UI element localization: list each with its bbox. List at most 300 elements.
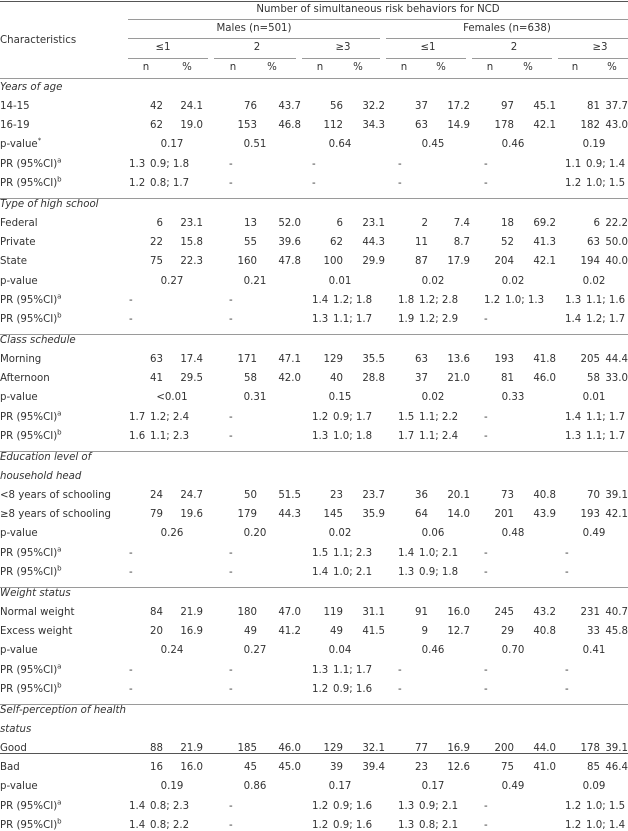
- pr-label: PR $(95\%CI)^b$: [0, 311, 62, 325]
- data-cell-n: 112: [323, 120, 343, 132]
- pr-value: -: [484, 158, 488, 170]
- p-value: 0.17: [421, 781, 445, 793]
- pr-ci: 1.0; 1.8: [333, 430, 373, 442]
- data-cell-n: 52: [501, 237, 514, 249]
- pr-value: 1.4: [129, 800, 146, 812]
- p-value-label: p-value: [0, 645, 38, 657]
- p-value-label: p-value: [0, 781, 38, 793]
- data-cell-n: 18: [501, 218, 514, 230]
- pr-value: -: [229, 411, 233, 423]
- group-rule: [128, 58, 208, 59]
- pr-label: PR $(95\%CI)^a$: [0, 409, 62, 423]
- p-value: 0.24: [160, 645, 184, 657]
- pr-value: -: [484, 819, 488, 831]
- pr-ci: 1.1; 2.2: [419, 411, 459, 423]
- data-cell-n: 178: [494, 120, 514, 132]
- data-cell-pct: 37.7: [605, 101, 628, 113]
- data-cell-n: 45: [244, 762, 257, 774]
- data-cell-n: 85: [587, 762, 600, 774]
- data-cell-n: 84: [150, 607, 163, 619]
- footnote-marker: a: [57, 292, 62, 301]
- data-cell-pct: 43.2: [533, 607, 556, 619]
- data-cell-n: 56: [330, 101, 343, 113]
- pr-ci: 0.9; 1.8: [419, 566, 459, 578]
- section-title: Education level of: [0, 451, 92, 463]
- header-bottom-rule: [0, 78, 628, 79]
- data-cell-pct: 16.9: [447, 743, 470, 755]
- pr-value: -: [129, 547, 133, 559]
- data-cell-n: 63: [587, 237, 600, 249]
- row-label: Good: [0, 743, 27, 755]
- pr-ci: 1.2; 2.4: [150, 411, 190, 423]
- pr-ci: 1.0; 1.5: [586, 800, 626, 812]
- data-cell-n: 6: [336, 218, 343, 230]
- pr-ci: 0.9; 1.8: [150, 158, 190, 170]
- p-value: 0.46: [421, 645, 445, 657]
- row-label: 14-15: [0, 101, 30, 113]
- pr-value: 1.3: [565, 294, 582, 306]
- percent-header: %: [607, 62, 617, 73]
- pr-value: -: [229, 294, 233, 306]
- data-cell-pct: 39.4: [362, 762, 385, 774]
- pr-ci: 0.9; 1.6: [333, 683, 373, 695]
- data-cell-pct: 41.5: [362, 626, 385, 638]
- data-cell-pct: 24.1: [180, 101, 203, 113]
- p-value: 0.02: [421, 275, 445, 287]
- pr-value: -: [229, 177, 233, 189]
- pr-value: 1.4: [565, 411, 582, 423]
- pr-ci: 1.1; 1.7: [586, 411, 626, 423]
- row-label: Federal: [0, 218, 38, 230]
- p-value: 0.01: [328, 275, 352, 287]
- data-cell-pct: 34.3: [362, 120, 385, 132]
- data-cell-pct: 44.4: [605, 354, 628, 366]
- pr-label: PR $(95\%CI)^b$: [0, 564, 62, 578]
- data-cell-n: 37: [415, 373, 428, 385]
- data-cell-n: 63: [415, 354, 428, 366]
- data-cell-n: 62: [150, 120, 163, 132]
- data-cell-n: 193: [580, 509, 600, 521]
- data-cell-n: 182: [580, 120, 600, 132]
- pr-value: 1.4: [398, 547, 415, 559]
- pr-value: -: [229, 547, 233, 559]
- pr-label: PR $(95\%CI)^b$: [0, 175, 62, 189]
- data-cell-pct: 23.1: [362, 218, 385, 230]
- p-value: 0.46: [501, 139, 525, 151]
- group-header: 2: [510, 42, 518, 53]
- group-rule: [472, 58, 552, 59]
- data-cell-n: 39: [330, 762, 343, 774]
- section-title: Years of age: [0, 82, 63, 93]
- pr-value: -: [312, 158, 316, 170]
- data-cell-pct: 51.5: [278, 490, 301, 502]
- footnote-marker: a: [57, 545, 62, 554]
- row-label: Afternoon: [0, 373, 50, 385]
- data-cell-n: 2: [421, 218, 428, 230]
- data-cell-n: 153: [237, 120, 257, 132]
- pr-value: 1.2: [565, 800, 582, 812]
- pr-value: 1.2: [312, 800, 329, 812]
- data-cell-n: 11: [415, 237, 428, 249]
- data-cell-n: 97: [501, 101, 514, 113]
- data-cell-n: 119: [323, 607, 343, 619]
- footnote-marker: b: [57, 564, 62, 573]
- pr-value: -: [129, 313, 133, 325]
- pr-label: PR $(95\%CI)^a$: [0, 156, 62, 170]
- section-rule: [0, 334, 628, 335]
- row-label: ≥8 years of schooling: [0, 509, 112, 521]
- pr-ci: 1.2; 1.7: [586, 313, 626, 325]
- data-cell-n: 63: [415, 120, 428, 132]
- pr-value: -: [484, 566, 488, 578]
- data-cell-n: 81: [501, 373, 514, 385]
- pr-value: -: [484, 177, 488, 189]
- pr-ci: 1.0; 1.4: [586, 819, 626, 831]
- pr-value: 1.4: [312, 566, 329, 578]
- p-value: 0.26: [160, 528, 184, 540]
- data-cell-pct: 35.5: [362, 354, 385, 366]
- data-cell-n: 129: [323, 354, 343, 366]
- data-cell-pct: 29.5: [180, 373, 203, 385]
- data-cell-pct: 42.1: [533, 120, 556, 132]
- p-value: 0.02: [582, 275, 606, 287]
- data-cell-n: 160: [237, 256, 257, 268]
- pr-value: 1.2: [312, 683, 329, 695]
- pr-value: 1.2: [312, 819, 329, 831]
- data-cell-n: 129: [323, 743, 343, 755]
- p-value: 0.49: [582, 528, 606, 540]
- pr-value: -: [229, 313, 233, 325]
- pr-value: -: [398, 158, 402, 170]
- data-cell-n: 16: [150, 762, 163, 774]
- row-label: <8 years of schooling: [0, 490, 112, 502]
- data-cell-pct: 44.3: [278, 509, 301, 521]
- pr-value: 1.2: [565, 177, 582, 189]
- pr-ci: 1.1; 1.6: [586, 294, 626, 306]
- data-cell-pct: 40.8: [533, 490, 556, 502]
- pr-value: 1.1: [565, 158, 582, 170]
- p-value: 0.51: [243, 139, 267, 151]
- group-header: ≤1: [420, 42, 436, 53]
- p-value: 0.27: [160, 275, 184, 287]
- percent-header: %: [436, 62, 446, 73]
- pr-value: 1.3: [398, 800, 415, 812]
- footnote-marker: b: [57, 175, 62, 184]
- data-cell-pct: 40.8: [533, 626, 556, 638]
- data-cell-pct: 12.6: [447, 762, 470, 774]
- data-cell-pct: 47.1: [278, 354, 301, 366]
- data-cell-pct: 23.1: [180, 218, 203, 230]
- p-value: 0.02: [421, 392, 445, 404]
- pr-value: 1.3: [129, 158, 146, 170]
- data-cell-n: 9: [421, 626, 428, 638]
- pr-value: -: [229, 664, 233, 676]
- data-cell-pct: 35.9: [362, 509, 385, 521]
- p-value: 0.64: [328, 139, 352, 151]
- p-value: 0.09: [582, 781, 606, 793]
- group-header: ≥3: [592, 42, 608, 53]
- p-value: 0.21: [243, 275, 267, 287]
- pr-ci: 1.1; 2.4: [419, 430, 459, 442]
- n-header: n: [400, 62, 408, 73]
- data-cell-pct: 69.2: [533, 218, 556, 230]
- p-value: 0.02: [328, 528, 352, 540]
- data-cell-pct: 14.0: [447, 509, 470, 521]
- footnote-marker: b: [57, 311, 62, 320]
- pr-label: PR $(95\%CI)^a$: [0, 545, 62, 559]
- group-rule: [302, 58, 380, 59]
- pr-ci: 0.8; 2.1: [419, 819, 459, 831]
- data-cell-pct: 16.0: [180, 762, 203, 774]
- p-value: 0.01: [582, 392, 606, 404]
- data-cell-n: 13: [244, 218, 257, 230]
- pr-value: -: [129, 664, 133, 676]
- data-cell-pct: 21.9: [180, 607, 203, 619]
- pr-value: 1.4: [129, 819, 146, 831]
- data-cell-n: 64: [415, 509, 428, 521]
- data-cell-pct: 50.0: [605, 237, 628, 249]
- p-value: 0.02: [501, 275, 525, 287]
- data-cell-pct: 15.8: [180, 237, 203, 249]
- pr-ci: 1.0; 2.1: [333, 566, 373, 578]
- data-cell-pct: 42.0: [278, 373, 301, 385]
- data-cell-pct: 20.1: [447, 490, 470, 502]
- data-cell-pct: 32.2: [362, 101, 385, 113]
- pr-ci: 0.9; 1.4: [586, 158, 626, 170]
- data-cell-pct: 46.0: [533, 373, 556, 385]
- n-header: n: [229, 62, 237, 73]
- data-cell-n: 81: [587, 101, 600, 113]
- pr-ci: 1.1; 1.7: [333, 664, 373, 676]
- data-cell-pct: 47.8: [278, 256, 301, 268]
- data-cell-pct: 19.0: [180, 120, 203, 132]
- p-value: 0.45: [421, 139, 445, 151]
- pr-value: 1.3: [312, 430, 329, 442]
- pr-value: 1.3: [398, 566, 415, 578]
- p-value: 0.04: [328, 645, 352, 657]
- data-cell-pct: 7.4: [453, 218, 470, 230]
- data-cell-pct: 17.2: [447, 101, 470, 113]
- data-cell-n: 185: [237, 743, 257, 755]
- data-cell-n: 200: [494, 743, 514, 755]
- pr-ci: 1.2; 2.8: [419, 294, 459, 306]
- pr-value: -: [565, 566, 569, 578]
- pr-ci: 0.9; 2.1: [419, 800, 459, 812]
- p-value: <0.01: [156, 392, 188, 404]
- p-value: 0.27: [243, 645, 267, 657]
- pr-value: 1.3: [312, 313, 329, 325]
- pr-value: 1.7: [398, 430, 415, 442]
- data-cell-n: 58: [244, 373, 257, 385]
- n-header: n: [571, 62, 579, 73]
- pr-value: 1.8: [398, 294, 415, 306]
- pr-ci: 1.0; 1.3: [505, 294, 545, 306]
- pr-value: -: [484, 313, 488, 325]
- pr-value: 1.9: [398, 313, 415, 325]
- data-cell-pct: 44.0: [533, 743, 556, 755]
- data-cell-pct: 45.0: [278, 762, 301, 774]
- section-title: Class schedule: [0, 334, 76, 346]
- data-cell-n: 23: [330, 490, 343, 502]
- section-title: status: [0, 723, 32, 735]
- percent-header: %: [182, 62, 192, 73]
- data-cell-pct: 42.1: [533, 256, 556, 268]
- section-title: Weight status: [0, 587, 71, 599]
- p-value: 0.49: [501, 781, 525, 793]
- header-males-rule: [128, 38, 380, 39]
- data-cell-pct: 29.9: [362, 256, 385, 268]
- row-label: Morning: [0, 354, 42, 366]
- pr-value: 1.3: [312, 664, 329, 676]
- header-title: Number of simultaneous risk behaviors for NCD: [256, 4, 500, 15]
- data-cell-pct: 41.2: [278, 626, 301, 638]
- pr-value: -: [565, 683, 569, 695]
- data-cell-pct: 17.9: [447, 256, 470, 268]
- data-cell-n: 180: [237, 607, 257, 619]
- data-cell-pct: 22.3: [180, 256, 203, 268]
- pr-value: 1.5: [312, 547, 329, 559]
- pr-label: PR $(95\%CI)^a$: [0, 292, 62, 306]
- pr-value: -: [129, 566, 133, 578]
- table-top-rule: [0, 1, 628, 2]
- pr-value: 1.5: [398, 411, 415, 423]
- data-cell-pct: 39.1: [605, 743, 628, 755]
- p-value-label: p-value: [0, 392, 38, 404]
- data-cell-pct: 17.4: [180, 354, 203, 366]
- data-cell-pct: 21.0: [447, 373, 470, 385]
- pr-ci: 1.2; 2.9: [419, 313, 459, 325]
- pr-value: -: [398, 177, 402, 189]
- footnote-marker: b: [57, 681, 62, 690]
- header-females: Females (n=638): [463, 23, 551, 34]
- data-cell-pct: 42.1: [605, 509, 628, 521]
- data-cell-n: 100: [323, 256, 343, 268]
- data-cell-n: 58: [587, 373, 600, 385]
- data-cell-n: 29: [501, 626, 514, 638]
- n-header: n: [316, 62, 324, 73]
- data-cell-pct: 8.7: [453, 237, 470, 249]
- section-title: household head: [0, 471, 82, 482]
- p-value: 0.48: [501, 528, 525, 540]
- pr-label: PR $(95\%CI)^b$: [0, 681, 62, 695]
- data-cell-n: 201: [494, 509, 514, 521]
- p-value: 0.31: [243, 392, 267, 404]
- pr-value: -: [229, 800, 233, 812]
- data-cell-n: 37: [415, 101, 428, 113]
- data-cell-pct: 46.4: [605, 762, 628, 774]
- pr-value: 1.4: [565, 313, 582, 325]
- pr-ci: 0.8; 2.2: [150, 819, 190, 831]
- footnote-marker: a: [57, 409, 62, 418]
- p-value: 0.86: [243, 781, 267, 793]
- data-cell-n: 41: [150, 373, 163, 385]
- pr-value: -: [129, 294, 133, 306]
- p-value: 0.15: [328, 392, 352, 404]
- data-cell-n: 70: [587, 490, 600, 502]
- pr-value: -: [484, 430, 488, 442]
- header-females-rule: [386, 38, 628, 39]
- data-cell-n: 145: [323, 509, 343, 521]
- data-cell-pct: 43.0: [605, 120, 628, 132]
- data-cell-n: 91: [415, 607, 428, 619]
- data-cell-n: 75: [150, 256, 163, 268]
- data-cell-n: 50: [244, 490, 257, 502]
- p-value: 0.06: [421, 528, 445, 540]
- table-bottom-rule: [0, 753, 628, 754]
- data-cell-pct: 43.7: [278, 101, 301, 113]
- data-cell-pct: 13.6: [447, 354, 470, 366]
- data-cell-pct: 23.7: [362, 490, 385, 502]
- data-cell-pct: 16.9: [180, 626, 203, 638]
- section-title: Type of high school: [0, 198, 99, 210]
- data-cell-n: 73: [501, 490, 514, 502]
- data-cell-n: 79: [150, 509, 163, 521]
- data-cell-pct: 43.9: [533, 509, 556, 521]
- row-label: Bad: [0, 762, 20, 774]
- data-cell-n: 76: [244, 101, 257, 113]
- footnote-marker: b: [57, 817, 62, 826]
- data-cell-pct: 14.9: [447, 120, 470, 132]
- pr-value: -: [484, 800, 488, 812]
- data-cell-n: 49: [244, 626, 257, 638]
- data-cell-pct: 12.7: [447, 626, 470, 638]
- data-cell-n: 194: [580, 256, 600, 268]
- row-label: Excess weight: [0, 626, 73, 638]
- pr-ci: 1.1; 2.3: [150, 430, 190, 442]
- n-header: n: [142, 62, 150, 73]
- data-cell-pct: 33.0: [605, 373, 628, 385]
- percent-header: %: [267, 62, 277, 73]
- pr-ci: 1.2; 1.8: [333, 294, 373, 306]
- p-value: 0.17: [160, 139, 184, 151]
- data-cell-n: 77: [415, 743, 428, 755]
- pr-value: 1.2: [565, 819, 582, 831]
- pr-value: 1.2: [129, 177, 146, 189]
- pr-label: PR $(95\%CI)^b$: [0, 817, 62, 831]
- footnote-marker: b: [57, 428, 62, 437]
- footnote-marker: *: [37, 137, 42, 146]
- pr-value: -: [398, 664, 402, 676]
- group-header: ≤1: [155, 42, 171, 53]
- pr-value: -: [565, 547, 569, 559]
- row-label: Normal weight: [0, 607, 75, 619]
- pr-ci: 1.1; 1.7: [586, 430, 626, 442]
- n-header: n: [486, 62, 494, 73]
- p-value: 0.19: [582, 139, 606, 151]
- pr-value: -: [229, 566, 233, 578]
- pr-value: -: [229, 819, 233, 831]
- pr-value: -: [129, 683, 133, 695]
- p-value-label: p-value: [0, 275, 38, 287]
- percent-header: %: [523, 62, 533, 73]
- pr-value: -: [484, 664, 488, 676]
- pr-ci: 1.0; 1.5: [586, 177, 626, 189]
- pr-value: -: [229, 430, 233, 442]
- data-cell-pct: 41.3: [533, 237, 556, 249]
- p-value: 0.17: [328, 781, 352, 793]
- data-cell-pct: 41.8: [533, 354, 556, 366]
- pr-ci: 0.8; 1.7: [150, 177, 190, 189]
- pr-value: -: [229, 683, 233, 695]
- data-cell-n: 179: [237, 509, 257, 521]
- p-value: 0.70: [501, 645, 525, 657]
- p-value: 0.41: [582, 645, 606, 657]
- data-cell-pct: 52.0: [278, 218, 301, 230]
- data-cell-n: 23: [415, 762, 428, 774]
- p-value-label: p-value: [0, 528, 38, 540]
- pr-value: 1.3: [565, 430, 582, 442]
- row-label: State: [0, 256, 27, 268]
